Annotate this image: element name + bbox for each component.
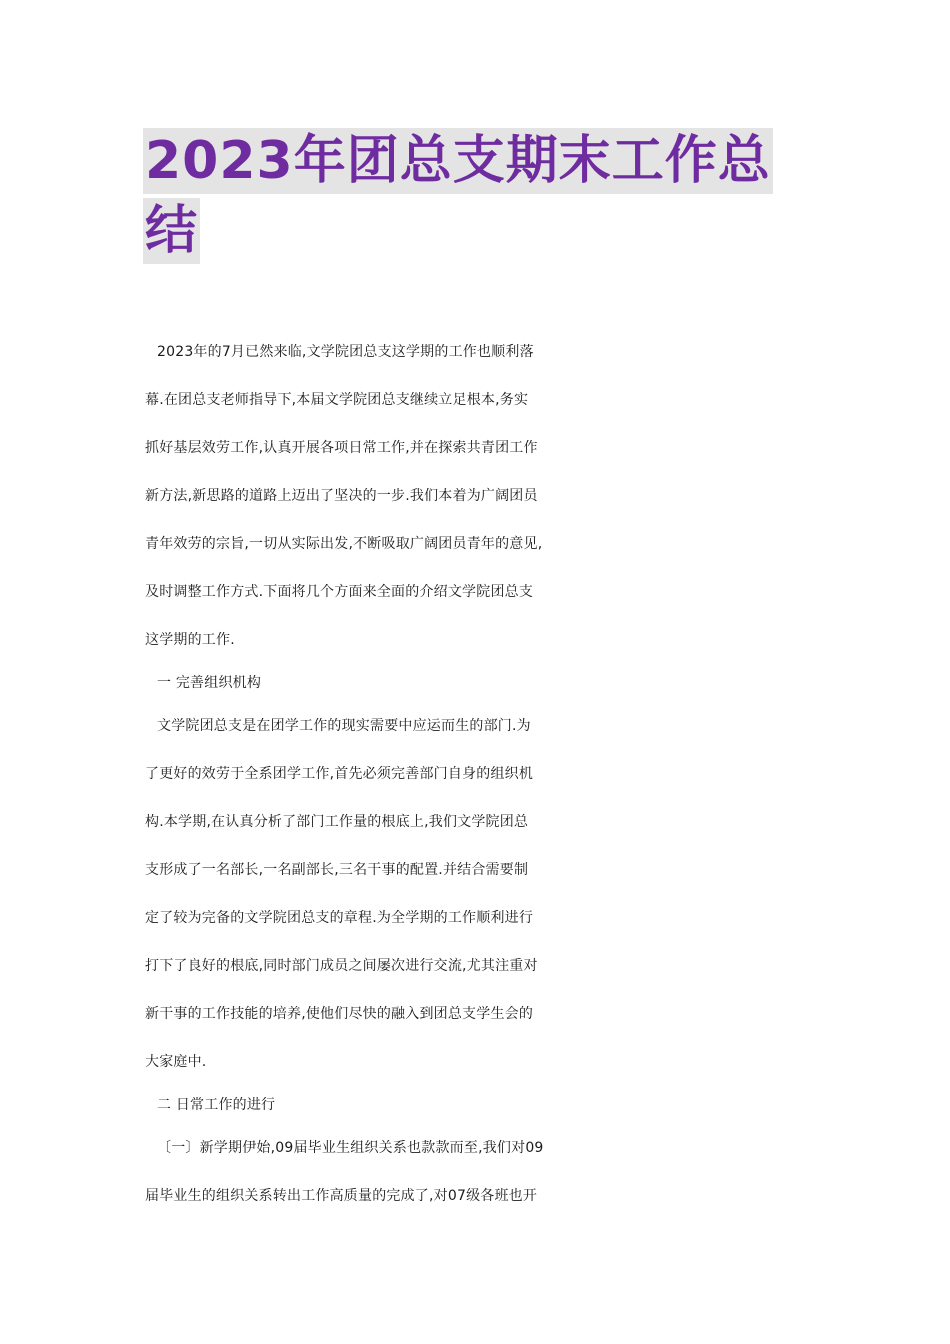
body-text-line: 届毕业生的组织关系转出工作高质量的完成了,对07级各班也开 xyxy=(145,1188,538,1204)
title-line-2: 结 xyxy=(143,198,200,264)
document-body xyxy=(145,328,815,1220)
body-text-line: 了更好的效劳于全系团学工作,首先必须完善部门自身的组织机 xyxy=(145,766,534,782)
body-text-line: 定了较为完备的文学院团总支的章程.为全学期的工作顺利进行 xyxy=(145,910,534,926)
body-text-line: 幕.在团总支老师指导下,本届文学院团总支继续立足根本,务实 xyxy=(145,392,529,408)
title-line-1: 2023年团总支期末工作总 xyxy=(143,128,773,194)
body-text-line: 大家庭中. xyxy=(145,1054,207,1070)
body-text-line: 新干事的工作技能的培养,使他们尽快的融入到团总支学生会的 xyxy=(145,1006,534,1022)
body-text-line: 新方法,新思路的道路上迈出了坚决的一步.我们本着为广阔团员 xyxy=(145,488,538,504)
body-text-line: 及时调整工作方式.下面将几个方面来全面的介绍文学院团总支 xyxy=(145,584,534,600)
body-text-line: 构.本学期,在认真分析了部门工作量的根底上,我们文学院团总 xyxy=(145,814,529,830)
document-title xyxy=(143,128,823,268)
body-text-line: 这学期的工作. xyxy=(145,632,235,648)
body-text-line: 二 日常工作的进行 xyxy=(157,1097,276,1113)
body-text-line: 支形成了一名部长,一名副部长,三名干事的配置.并结合需要制 xyxy=(145,862,529,878)
body-text-line: 文学院团总支是在团学工作的现实需要中应运而生的部门.为 xyxy=(157,718,531,734)
body-text-line: 抓好基层效劳工作,认真开展各项日常工作,并在探索共青团工作 xyxy=(145,440,538,456)
body-text-line: 〔一〕新学期伊始,09届毕业生组织关系也款款而至,我们对09 xyxy=(157,1140,544,1156)
body-text-line: 打下了良好的根底,同时部门成员之间屡次进行交流,尤其注重对 xyxy=(145,958,538,974)
body-text-line: 2023年的7月已然来临,文学院团总支这学期的工作也顺利落 xyxy=(157,344,534,360)
body-text-line: 一 完善组织机构 xyxy=(157,675,262,691)
body-text-line: 青年效劳的宗旨,一切从实际出发,不断吸取广阔团员青年的意见, xyxy=(145,536,543,552)
